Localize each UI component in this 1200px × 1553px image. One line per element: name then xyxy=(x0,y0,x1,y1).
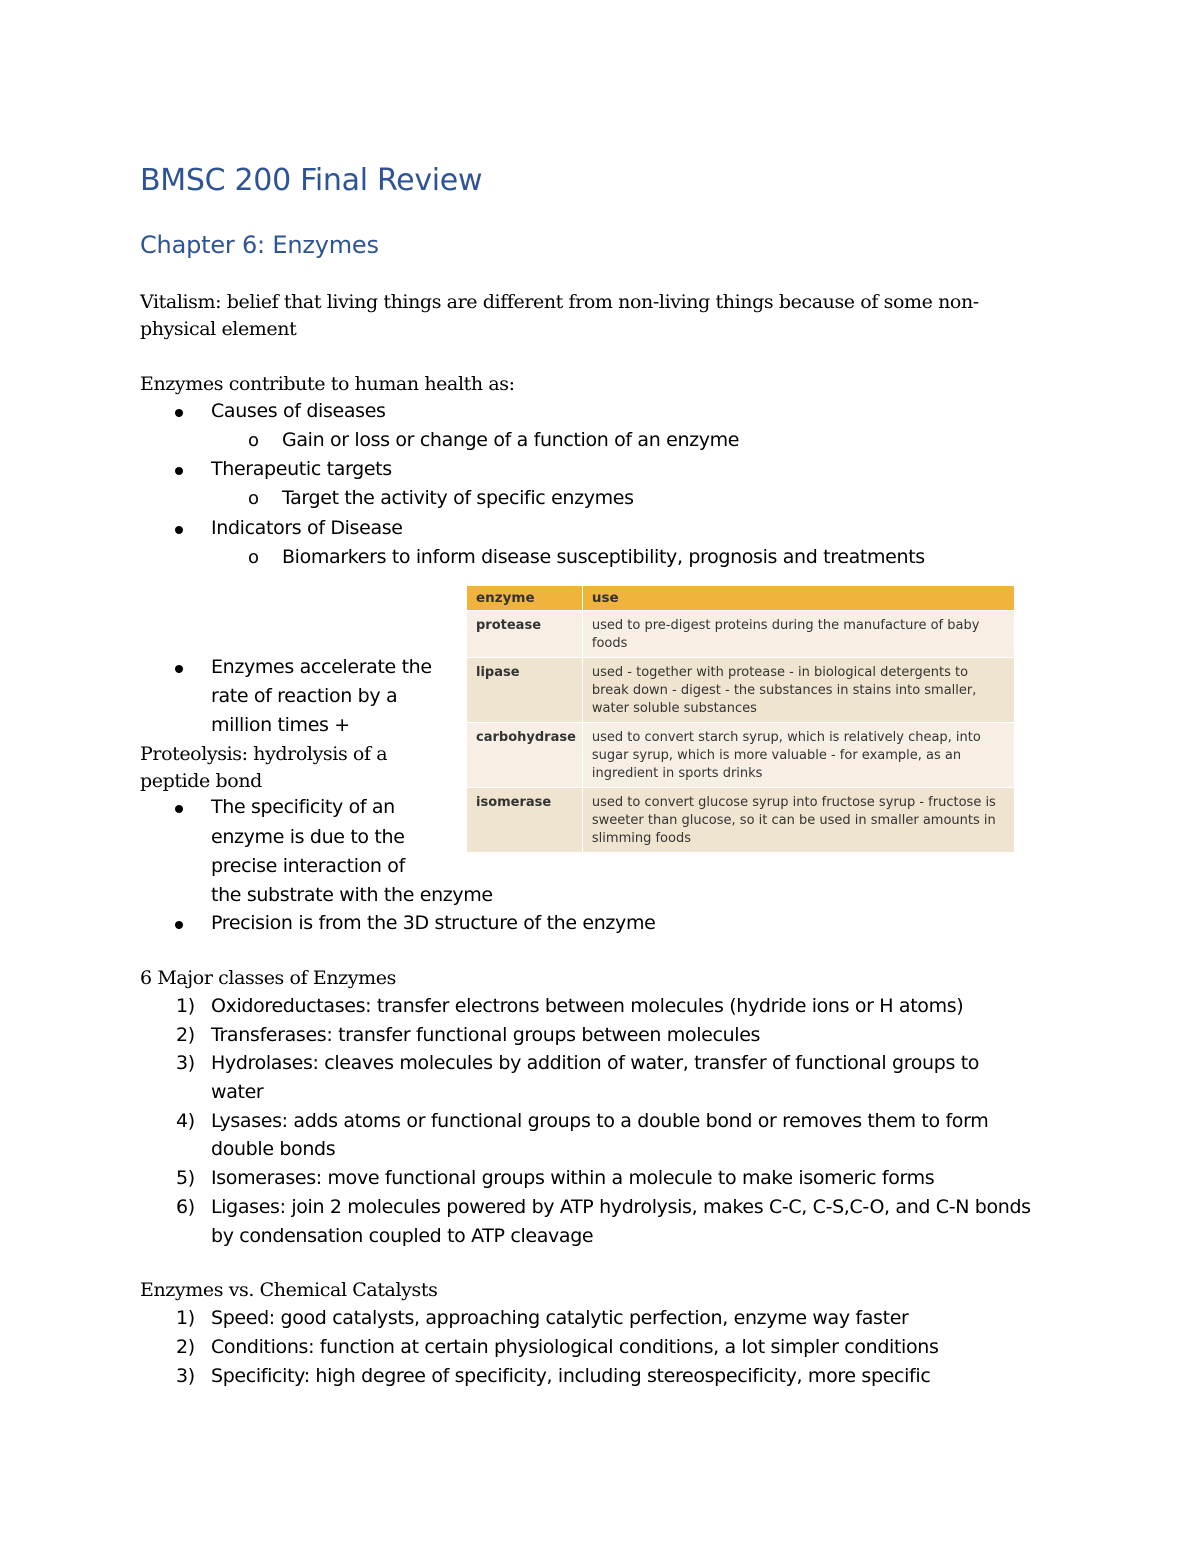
circle-bullet-icon: o xyxy=(248,547,260,568)
health-sub-indicators: Biomarkers to inform disease susceptibility, prognosis and treatments xyxy=(282,546,925,568)
accelerate-line-1: Enzymes accelerate the xyxy=(211,656,432,678)
class-isomerases: Isomerases: move functional groups within a molecule to make isomeric forms xyxy=(211,1167,935,1189)
health-intro: Enzymes contribute to human health as: xyxy=(140,373,515,395)
list-number: 3) xyxy=(176,1052,195,1074)
table-cell-use xyxy=(582,658,1014,723)
circle-bullet-icon: o xyxy=(248,430,260,451)
bullet-icon xyxy=(175,665,183,673)
table-header-use: use xyxy=(582,586,1014,611)
table-row xyxy=(467,723,1015,788)
use-line: water soluble substances xyxy=(591,701,757,716)
class-hydrolases-line-1: Hydrolases: cleaves molecules by addition of water, transfer of functional groups to xyxy=(211,1052,980,1074)
list-number: 4) xyxy=(176,1110,195,1132)
bullet-icon xyxy=(175,921,183,929)
health-sub-causes: Gain or loss or change of a function of an enzyme xyxy=(282,429,740,451)
document-title: BMSC 200 Final Review xyxy=(140,163,483,198)
accelerate-line-3: million times + xyxy=(211,714,350,736)
circle-bullet-icon: o xyxy=(248,488,260,509)
bullet-icon xyxy=(175,467,183,475)
catalysts-intro: Enzymes vs. Chemical Catalysts xyxy=(140,1279,438,1301)
class-ligases-line-1: Ligases: join 2 molecules powered by ATP hydrolysis, makes C-C, C-S,C-O, and C-N bonds xyxy=(211,1196,1031,1218)
use-line: used to convert glucose syrup into fructose syrup - fructose is xyxy=(591,795,996,810)
list-number: 6) xyxy=(176,1196,195,1218)
table-cell-enzyme: protease xyxy=(467,611,582,658)
proteolysis-line-1: Proteolysis: hydrolysis of a xyxy=(140,743,388,765)
list-number: 1) xyxy=(176,1307,195,1329)
table-cell-enzyme: isomerase xyxy=(467,788,582,853)
table-cell-use xyxy=(582,611,1014,658)
bullet-icon xyxy=(175,805,183,813)
catalyst-conditions: Conditions: function at certain physiological conditions, a lot simpler conditions xyxy=(211,1336,939,1358)
use-line: break down - digest - the substances in stains into smaller, xyxy=(591,683,977,698)
class-ligases-line-2: by condensation coupled to ATP cleavage xyxy=(211,1225,594,1247)
specificity-line-4: the substrate with the enzyme xyxy=(211,884,493,906)
catalyst-specificity: Specificity: high degree of specificity, including stereospecificity, more specific xyxy=(211,1365,931,1387)
use-line: sweeter than glucose, so it can be used in smaller amounts in xyxy=(591,813,996,828)
classes-intro: 6 Major classes of Enzymes xyxy=(140,967,396,989)
class-lysases-line-1: Lysases: adds atoms or functional groups to a double bond or removes them to form xyxy=(211,1110,989,1132)
table-row xyxy=(467,658,1015,723)
accelerate-line-2: rate of reaction by a xyxy=(211,685,398,707)
specificity-line-3: precise interaction of xyxy=(211,855,405,877)
specificity-line-1: The specificity of an xyxy=(211,796,395,818)
health-item-causes: Causes of diseases xyxy=(211,400,386,422)
vitalism-line-2: physical element xyxy=(140,318,297,340)
table-header-row xyxy=(467,586,1015,611)
proteolysis-line-2: peptide bond xyxy=(140,770,262,792)
list-number: 3) xyxy=(176,1365,195,1387)
vitalism-line-1: Vitalism: belief that living things are different from non-living things because of some non- xyxy=(140,291,979,313)
table-cell-use xyxy=(582,788,1014,853)
use-line: slimming foods xyxy=(591,831,691,846)
class-transferases: Transferases: transfer functional groups between molecules xyxy=(211,1024,761,1046)
health-item-targets: Therapeutic targets xyxy=(211,458,392,480)
table-row xyxy=(467,788,1015,853)
use-line: ingredient in sports drinks xyxy=(591,766,763,781)
health-sub-targets: Target the activity of specific enzymes xyxy=(282,487,634,509)
table-cell-use xyxy=(582,723,1014,788)
use-line: used to pre-digest proteins during the manufacture of baby xyxy=(591,618,980,633)
catalyst-speed: Speed: good catalysts, approaching catalytic perfection, enzyme way faster xyxy=(211,1307,909,1329)
list-number: 2) xyxy=(176,1336,195,1358)
bullet-icon xyxy=(175,409,183,417)
class-lysases-line-2: double bonds xyxy=(211,1138,336,1160)
table-row xyxy=(467,611,1015,658)
table-cell-enzyme: carbohydrase xyxy=(467,723,582,788)
table-header-enzyme: enzyme xyxy=(467,586,582,611)
use-line: used - together with protease - in biological detergents to xyxy=(591,665,969,680)
class-hydrolases-line-2: water xyxy=(211,1081,264,1103)
list-number: 2) xyxy=(176,1024,195,1046)
enzyme-use-table xyxy=(467,586,1015,853)
use-line: foods xyxy=(591,636,628,651)
specificity-line-2: enzyme is due to the xyxy=(211,826,405,848)
list-number: 1) xyxy=(176,995,195,1017)
use-line: used to convert starch syrup, which is relatively cheap, into xyxy=(591,730,981,745)
bullet-icon xyxy=(175,526,183,534)
precision-text: Precision is from the 3D structure of the enzyme xyxy=(211,912,656,934)
table-cell-enzyme: lipase xyxy=(467,658,582,723)
chapter-heading: Chapter 6: Enzymes xyxy=(140,231,379,259)
class-oxidoreductases: Oxidoreductases: transfer electrons between molecules (hydride ions or H atoms) xyxy=(211,995,964,1017)
use-line: sugar syrup, which is more valuable - for example, as an xyxy=(591,748,962,763)
health-item-indicators: Indicators of Disease xyxy=(211,517,403,539)
list-number: 5) xyxy=(176,1167,195,1189)
